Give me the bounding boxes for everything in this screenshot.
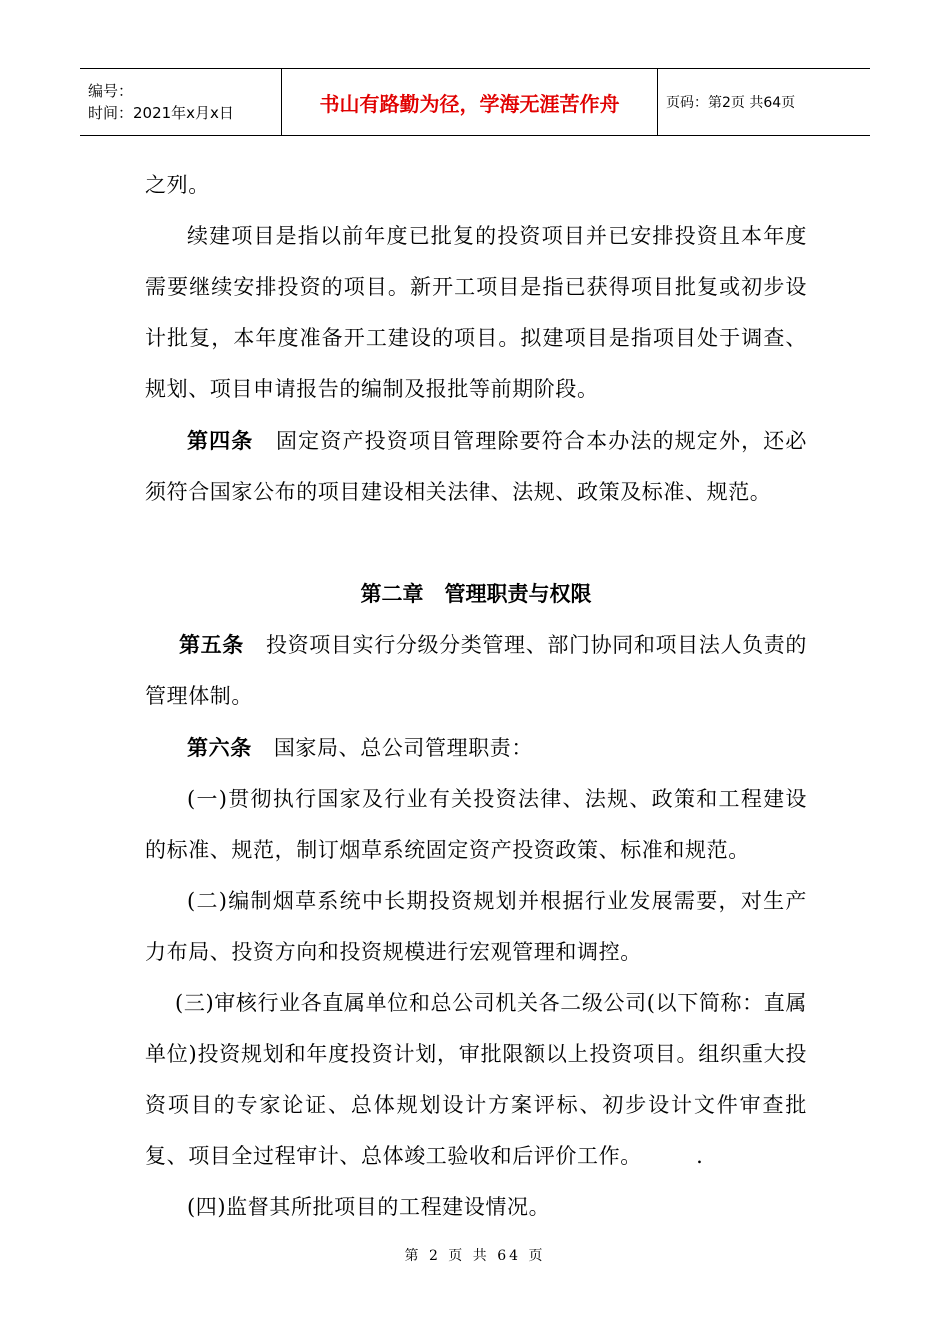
document-number-label: 编号：	[88, 82, 134, 100]
document-time: 时间：2021年x月x日	[88, 104, 234, 122]
header-page-info: 页码：第2页 共64页	[666, 95, 796, 111]
article-title: 第五条	[179, 632, 244, 657]
list-item: (四)监督其所批项目的工程建设情况。	[187, 1195, 551, 1219]
list-item: (三)审核行业各直属单位和总公司机关各二级公司(以下简称：直属单位)投资规划和年度投资计划，审批限额以上投资项目。组织重大投资项目的专家论证、总体规划设计方案评标、初步设计文件审查批复、项目全过程审计、总体竣工验收和后评价工作。 .	[145, 991, 807, 1168]
page-footer: 第 2 页 共 64 页	[404, 1248, 546, 1264]
article-text: 国家局、总公司管理职责：	[273, 736, 534, 760]
article-text: 固定资产投资项目管理除要符合本办法的规定外，还必须符合国家公布的项目建设相关法律、法规、政策及标准、规范。	[145, 429, 807, 504]
header-motto: 书山有路勤为径，学海无涯苦作舟	[282, 69, 658, 135]
article-text: 投资项目实行分级分类管理、部门协同和项目法人负责的管理体制。	[145, 633, 807, 708]
list-item: (一)贯彻执行国家及行业有关投资法律、法规、政策和工程建设的标准、规范，制订烟草系统固定资产投资政策、标准和规范。	[145, 787, 807, 862]
article-5	[145, 619, 807, 722]
document-body	[145, 160, 807, 1233]
article-4	[145, 415, 807, 518]
article-title: 第四条	[187, 428, 254, 453]
paragraph: 之列。	[145, 173, 210, 197]
paragraph: 续建项目是指以前年度已批复的投资项目并已安排投资且本年度需要继续安排投资的项目。新开工项目是指已获得项目批复或初步设计批复，本年度准备开工建设的项目。拟建项目是指项目处于调查、规划、项目申请报告的编制及报批等前期阶段。	[145, 224, 807, 401]
list-item: (二)编制烟草系统中长期投资规划并根据行业发展需要，对生产力布局、投资方向和投资规模进行宏观管理和调控。	[145, 889, 807, 964]
chapter-heading: 第二章 管理职责与权限	[360, 581, 592, 606]
header-meta	[80, 69, 282, 135]
article-6	[145, 722, 807, 774]
article-title: 第六条	[187, 735, 252, 760]
page-header	[80, 68, 870, 136]
